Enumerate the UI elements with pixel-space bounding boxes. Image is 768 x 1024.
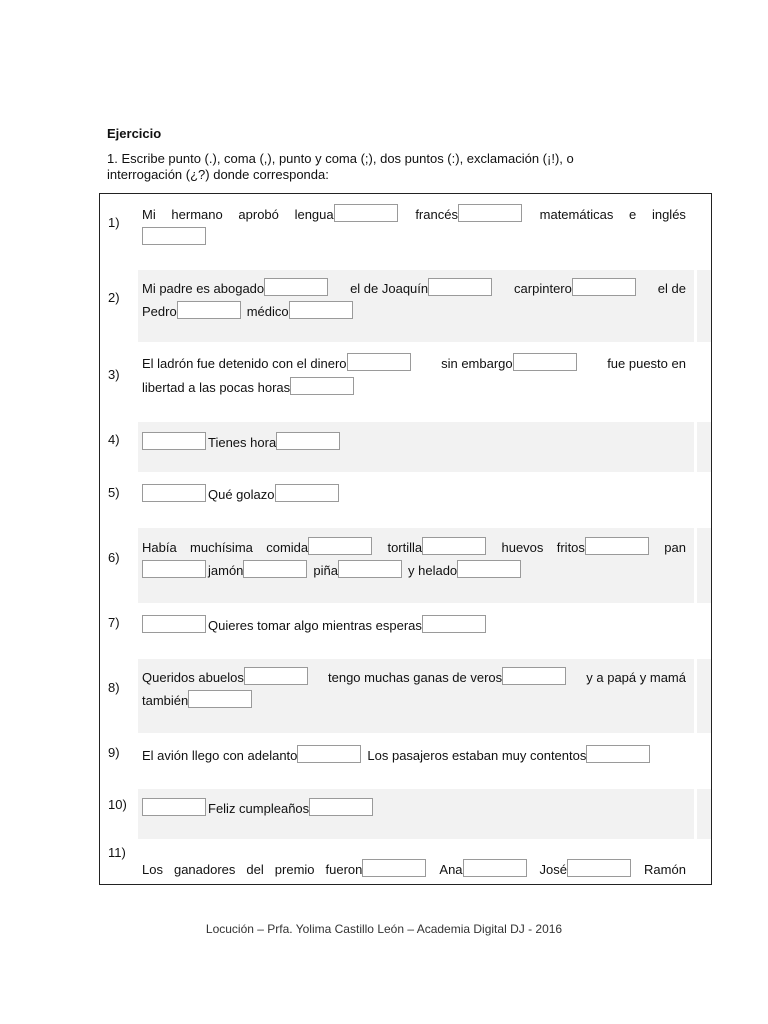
- punctuation-input[interactable]: [572, 278, 636, 296]
- sentence-text: el de Joaquín: [350, 281, 429, 296]
- punctuation-input[interactable]: [142, 615, 206, 633]
- sentence-text: Pedro: [142, 304, 177, 319]
- sentence-text: fritos: [556, 540, 585, 555]
- exercise-row-7: [100, 605, 711, 657]
- sentence-text: comida: [266, 540, 309, 555]
- punctuation-input[interactable]: [334, 204, 398, 222]
- punctuation-input[interactable]: [289, 301, 353, 319]
- row-number: 9): [108, 745, 120, 760]
- sentence-text: jamón: [208, 563, 244, 578]
- exercise-row-11: [100, 841, 711, 884]
- sentence-text: también: [142, 693, 189, 708]
- punctuation-input[interactable]: [142, 432, 206, 450]
- word: Mi: [142, 207, 156, 222]
- sentence-text: fue puesto en: [607, 356, 686, 371]
- row-number: 1): [108, 215, 120, 230]
- word: francés: [415, 207, 458, 222]
- row-number: 7): [108, 615, 120, 630]
- sentence-text: Feliz cumpleaños: [208, 801, 310, 816]
- sentence-text: José: [539, 862, 568, 877]
- exercise-row-8: [100, 659, 711, 733]
- row-number: 3): [108, 367, 120, 382]
- sentence-text: el de: [657, 281, 686, 296]
- sentence-text: Qué golazo: [208, 487, 275, 502]
- punctuation-input[interactable]: [142, 227, 206, 245]
- sentence-text: Ana: [439, 862, 463, 877]
- sentence-text: ganadores: [173, 862, 236, 877]
- row-number: 11): [108, 845, 126, 860]
- row-number: 10): [108, 797, 127, 812]
- word: lengua: [294, 207, 334, 222]
- word: inglés: [651, 207, 686, 222]
- punctuation-input[interactable]: [362, 859, 426, 877]
- sentence-text: Queridos abuelos: [142, 670, 244, 685]
- exercise-row-4: [100, 422, 711, 472]
- sentence-text: libertad a las pocas horas: [142, 380, 291, 395]
- punctuation-input[interactable]: [422, 537, 486, 555]
- exercise-row-6: [100, 528, 711, 603]
- sentence-text: El ladrón fue detenido con el dinero: [142, 356, 347, 371]
- sentence-text: piña: [313, 563, 338, 578]
- exercise-row-9: [100, 735, 711, 787]
- punctuation-input[interactable]: [585, 537, 649, 555]
- punctuation-input[interactable]: [243, 560, 307, 578]
- punctuation-input[interactable]: [188, 690, 252, 708]
- punctuation-input[interactable]: [264, 278, 328, 296]
- word: matemáticas: [539, 207, 614, 222]
- punctuation-input[interactable]: [309, 798, 373, 816]
- row-number: 6): [108, 550, 120, 565]
- exercise-table: [99, 193, 712, 885]
- sentence-text: fueron: [325, 862, 363, 877]
- sentence-text: médico: [246, 304, 289, 319]
- sentence-text: sin embargo: [441, 356, 513, 371]
- sentence-text: premio: [274, 862, 315, 877]
- punctuation-input[interactable]: [338, 560, 402, 578]
- punctuation-input[interactable]: [244, 667, 308, 685]
- page-footer: Locución – Prfa. Yolima Castillo León – Academia Digital DJ - 2016: [205, 922, 563, 936]
- sentence-text: y helado: [408, 563, 458, 578]
- row-number: 8): [108, 680, 120, 695]
- exercise-row-10: [100, 789, 711, 839]
- punctuation-input[interactable]: [142, 798, 206, 816]
- punctuation-input[interactable]: [422, 615, 486, 633]
- punctuation-input[interactable]: [428, 278, 492, 296]
- punctuation-input[interactable]: [297, 745, 361, 763]
- punctuation-input[interactable]: [457, 560, 521, 578]
- sentence-text: muchísima: [190, 540, 253, 555]
- exercise-row-1: [100, 194, 711, 268]
- punctuation-input[interactable]: [142, 560, 206, 578]
- punctuation-input[interactable]: [347, 353, 411, 371]
- word: e: [629, 207, 637, 222]
- sentence-text: y a papá y mamá: [586, 670, 686, 685]
- row-number: 4): [108, 432, 120, 447]
- word: hermano: [171, 207, 223, 222]
- punctuation-input[interactable]: [586, 745, 650, 763]
- sentence-text: tortilla: [387, 540, 423, 555]
- punctuation-input[interactable]: [458, 204, 522, 222]
- sentence-text: Había: [142, 540, 177, 555]
- punctuation-input[interactable]: [567, 859, 631, 877]
- exercise-row-5: [100, 474, 711, 526]
- exercise-row-2: [100, 270, 711, 342]
- sentence-text: huevos: [501, 540, 544, 555]
- punctuation-input[interactable]: [513, 353, 577, 371]
- row-number: 5): [108, 485, 120, 500]
- sentence-text: Quieres tomar algo mientras esperas: [208, 618, 422, 633]
- punctuation-input[interactable]: [290, 377, 354, 395]
- punctuation-input[interactable]: [463, 859, 527, 877]
- punctuation-input[interactable]: [177, 301, 241, 319]
- sentence-text: Tienes hora: [208, 435, 277, 450]
- exercise-title: Ejercicio: [107, 126, 162, 141]
- sentence-text: Mi padre es abogado: [142, 281, 265, 296]
- instructions: 1. Escribe punto (.), coma (,), punto y coma (;), dos puntos (:), exclamación (¡!), o interrogación (¿?) donde corresponda:: [107, 151, 574, 182]
- sentence-text: pan: [664, 540, 686, 555]
- punctuation-input[interactable]: [502, 667, 566, 685]
- punctuation-input[interactable]: [142, 484, 206, 502]
- sentence-text: Los: [142, 862, 163, 877]
- sentence-text: El avión llego con adelanto: [142, 748, 298, 763]
- exercise-row-3: [100, 344, 711, 420]
- row-number: 2): [108, 290, 120, 305]
- sentence-text: del: [246, 862, 264, 877]
- punctuation-input[interactable]: [276, 432, 340, 450]
- word: aprobó: [238, 207, 279, 222]
- sentence-text: Los pasajeros estaban muy contentos: [367, 748, 587, 763]
- sentence-text: carpintero: [514, 281, 572, 296]
- sentence-text: Ramón: [644, 862, 686, 877]
- sentence-text: tengo muchas ganas de veros: [328, 670, 503, 685]
- punctuation-input[interactable]: [308, 537, 372, 555]
- punctuation-input[interactable]: [275, 484, 339, 502]
